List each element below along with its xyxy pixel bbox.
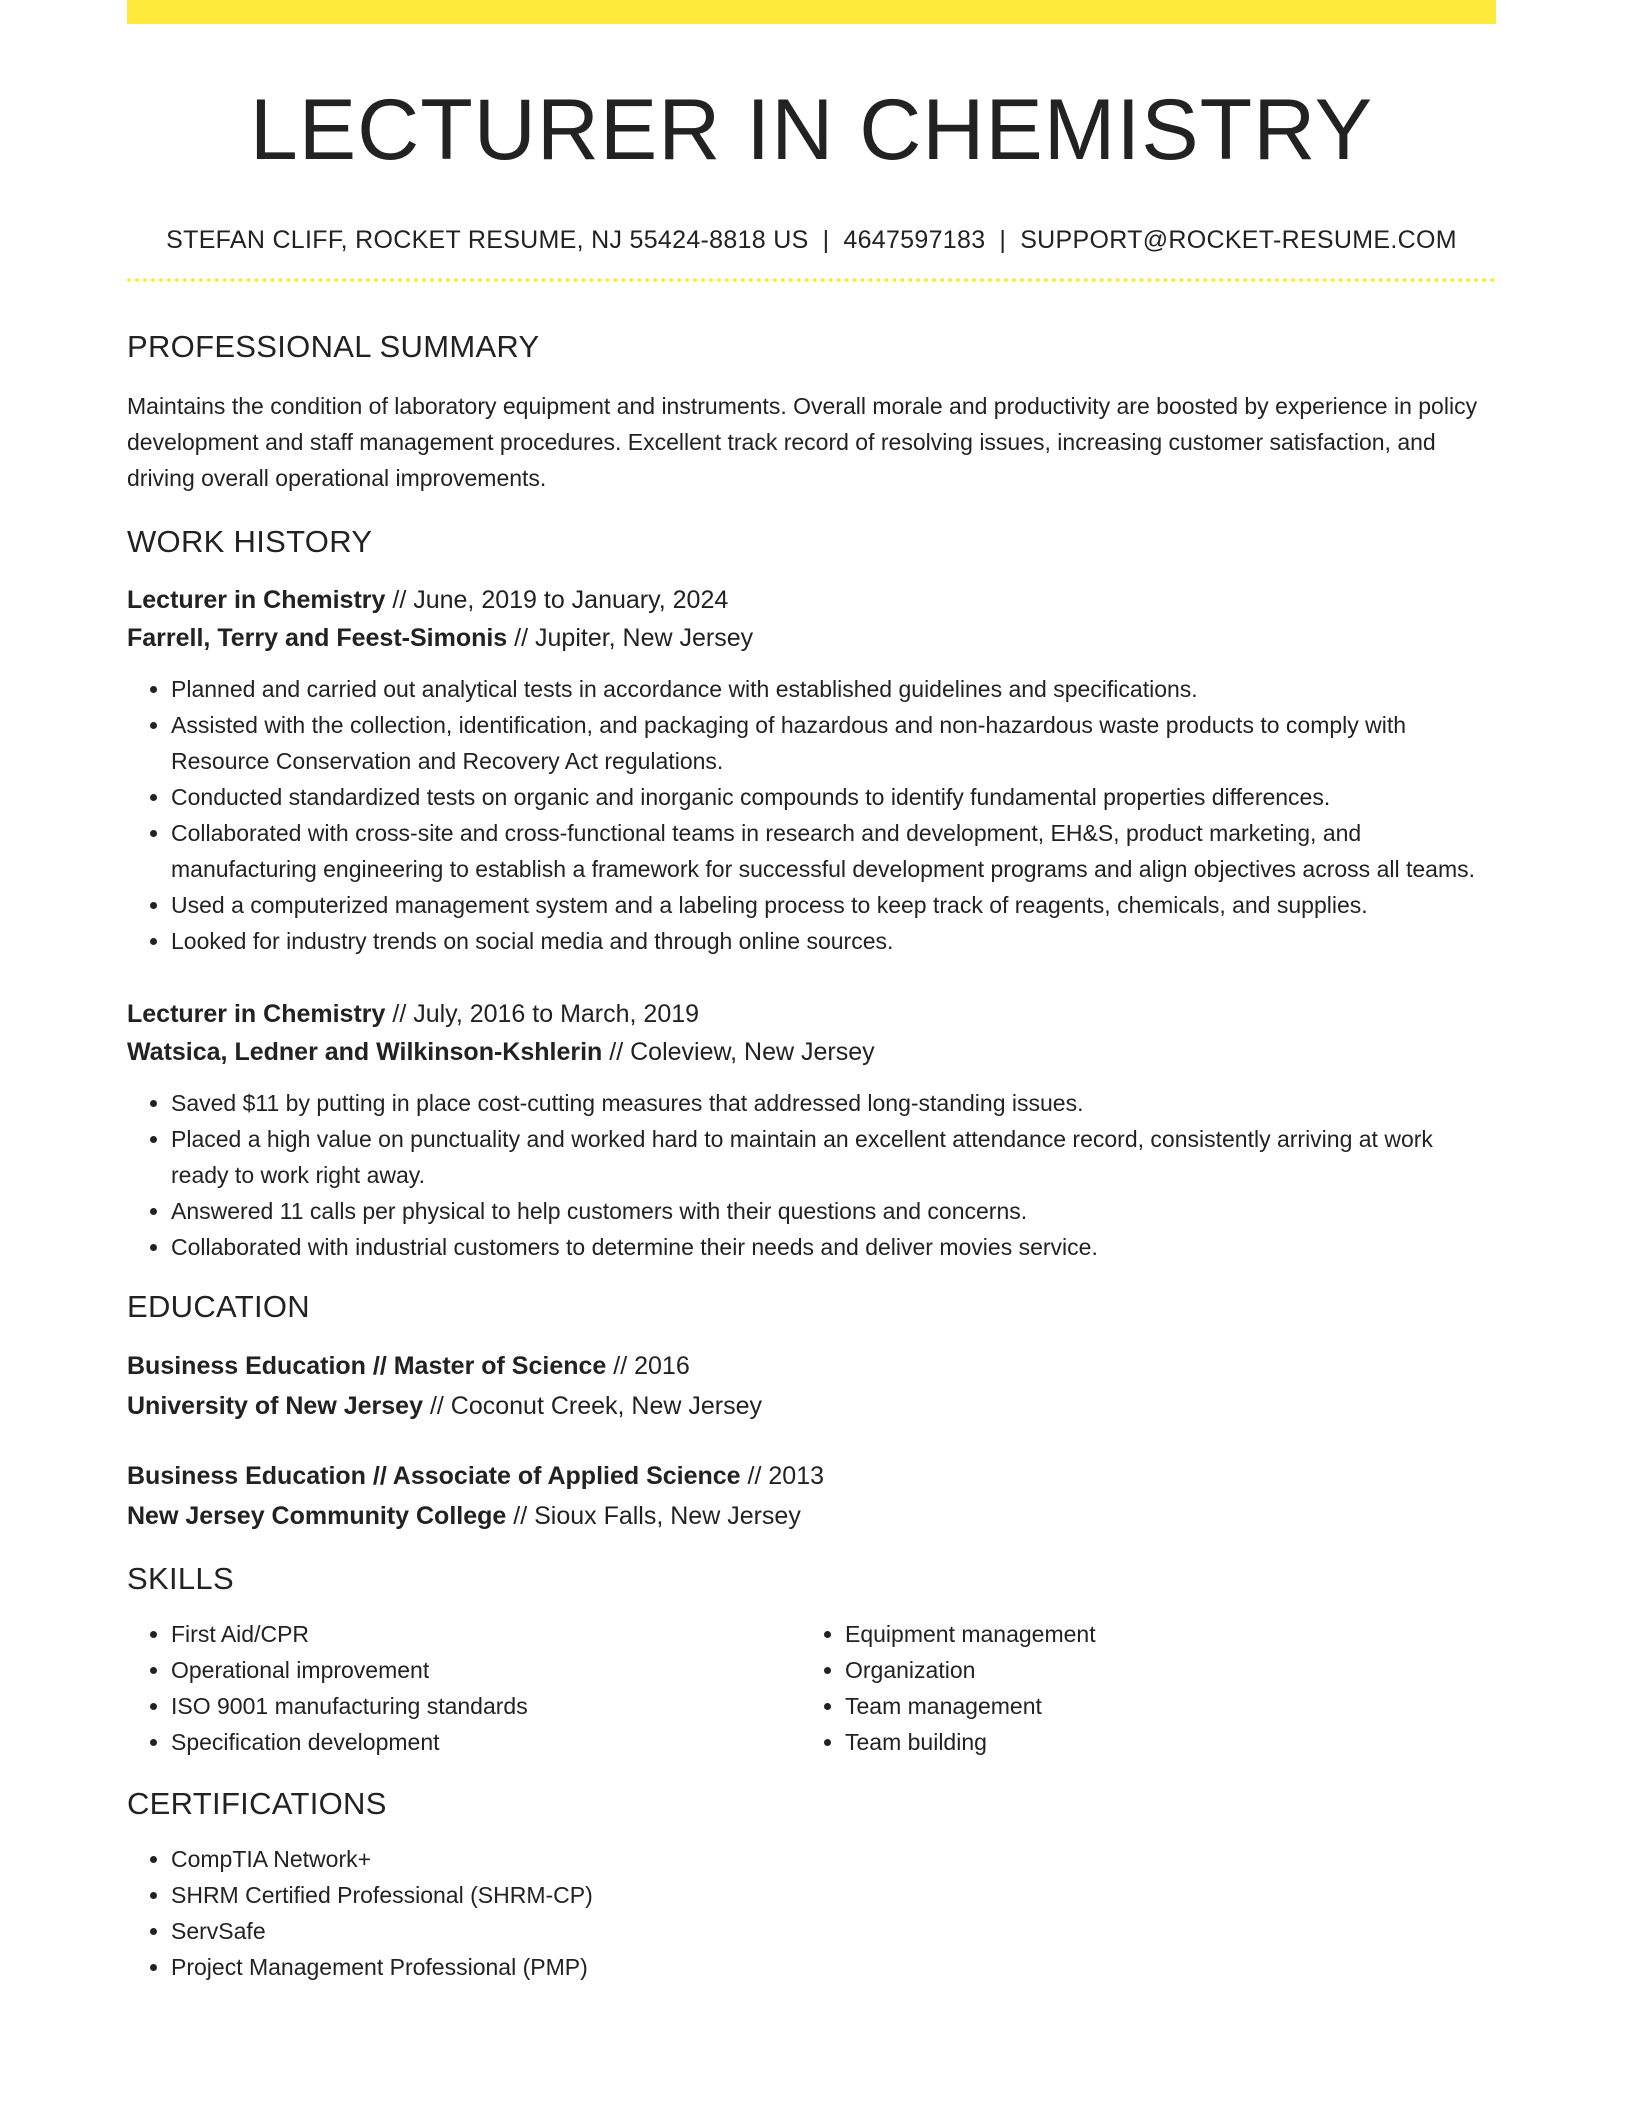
job-bullet: • Answered 11 calls per physical to help customers with their questions and concerns. [171,1193,1496,1229]
certifications-heading: CERTIFICATIONS [127,1786,387,1821]
certification-item: • SHRM Certified Professional (SHRM-CP) [171,1877,1496,1913]
job-bullet: • Used a computerized management system and a labeling process to keep track of reagents, chemicals, and supplies. [171,887,1496,923]
dotted-divider [127,278,1496,282]
work-history-heading: WORK HISTORY [127,524,373,559]
job-bullets [127,671,1496,959]
job-location: // Coleview, New Jersey [609,1038,875,1066]
skill-item: • Organization [845,1652,1475,1688]
job-bullet: • Assisted with the collection, identification, and packaging of hazardous and non-hazardous waste products to comply with Resource Conservation and Recovery Act regulations. [171,707,1496,779]
education-degree-line [127,1456,1496,1496]
skill-item: • Specification development [171,1724,801,1760]
certification-item: • ServSafe [171,1913,1496,1949]
job-bullet: • Planned and carried out analytical tests in accordance with established guidelines and specifications. [171,671,1496,707]
skills-column-right [801,1616,1475,1760]
skill-item: • Team building [845,1724,1475,1760]
skills-column-left [127,1616,801,1760]
resume-content [127,0,1496,1985]
page-title: LECTURER IN CHEMISTRY [249,82,1374,178]
education-school-line [127,1496,1496,1536]
job-title-line [127,995,1496,1033]
contact-phone: 4647597183 [843,226,986,254]
education-year: // 2013 [747,1462,824,1490]
job-dates: // June, 2019 to January, 2024 [392,586,729,614]
job-entry [127,995,1496,1265]
education-degree-line [127,1346,1496,1386]
skill-item: • Equipment management [845,1616,1475,1652]
contact-separator: | [822,226,830,254]
job-entry [127,581,1496,959]
contact-email: SUPPORT@ROCKET-RESUME.COM [1020,226,1457,254]
education-location: // Sioux Falls, New Jersey [513,1502,801,1530]
skills-heading: SKILLS [127,1561,234,1596]
certifications-list [127,1841,1496,1985]
education-degree: Business Education // Master of Science [127,1352,607,1380]
job-company-line [127,619,1496,657]
job-bullet: • Collaborated with industrial customers to determine their needs and deliver movies service. [171,1229,1496,1265]
job-bullet: • Placed a high value on punctuality and worked hard to maintain an excellent attendance record, consistently arriving at work ready to work right away. [171,1121,1496,1193]
education-heading: EDUCATION [127,1289,310,1324]
education-school: University of New Jersey [127,1392,423,1420]
skills-grid [127,1616,1496,1760]
education-entry [127,1456,1496,1536]
job-dates: // July, 2016 to March, 2019 [392,1000,700,1028]
job-bullet: • Looked for industry trends on social media and through online sources. [171,923,1496,959]
education-school-line [127,1386,1496,1426]
job-bullet: • Collaborated with cross-site and cross-functional teams in research and development, EH&S, product marketing, and manufacturing engineering to establish a framework for successful development programs and align objectives across all teams. [171,815,1496,887]
education-degree: Business Education // Associate of Applied Science [127,1462,741,1490]
job-bullets [127,1085,1496,1265]
summary-text: Maintains the condition of laboratory equipment and instruments. Overall morale and productivity are boosted by experience in policy development and staff management procedures. Excellent track record of resolving issues, increasing customer satisfaction, and driving overall operational improvements. [127,393,1478,491]
job-company-line [127,1033,1496,1071]
job-company: Farrell, Terry and Feest-Simonis [127,624,508,652]
job-bullet: • Conducted standardized tests on organic and inorganic compounds to identify fundamental properties differences. [171,779,1496,815]
contact-separator: | [999,226,1007,254]
education-entry [127,1346,1496,1426]
job-bullet: • Saved $11 by putting in place cost-cutting measures that addressed long-standing issues. [171,1085,1496,1121]
job-title: Lecturer in Chemistry [127,586,386,614]
job-title-line [127,581,1496,619]
contact-line [127,224,1496,256]
contact-address: STEFAN CLIFF, ROCKET RESUME, NJ 55424-8818 US [166,226,809,254]
skill-item: • Operational improvement [171,1652,801,1688]
job-location: // Jupiter, New Jersey [514,624,754,652]
summary-heading: PROFESSIONAL SUMMARY [127,329,540,364]
certification-item: • Project Management Professional (PMP) [171,1949,1496,1985]
job-company: Watsica, Ledner and Wilkinson-Kshlerin [127,1038,603,1066]
job-title: Lecturer in Chemistry [127,1000,386,1028]
certification-item: • CompTIA Network+ [171,1841,1496,1877]
skill-item: • ISO 9001 manufacturing standards [171,1688,801,1724]
education-location: // Coconut Creek, New Jersey [429,1392,763,1420]
education-year: // 2016 [613,1352,690,1380]
skill-item: • Team management [845,1688,1475,1724]
education-school: New Jersey Community College [127,1502,507,1530]
skill-item: • First Aid/CPR [171,1616,801,1652]
